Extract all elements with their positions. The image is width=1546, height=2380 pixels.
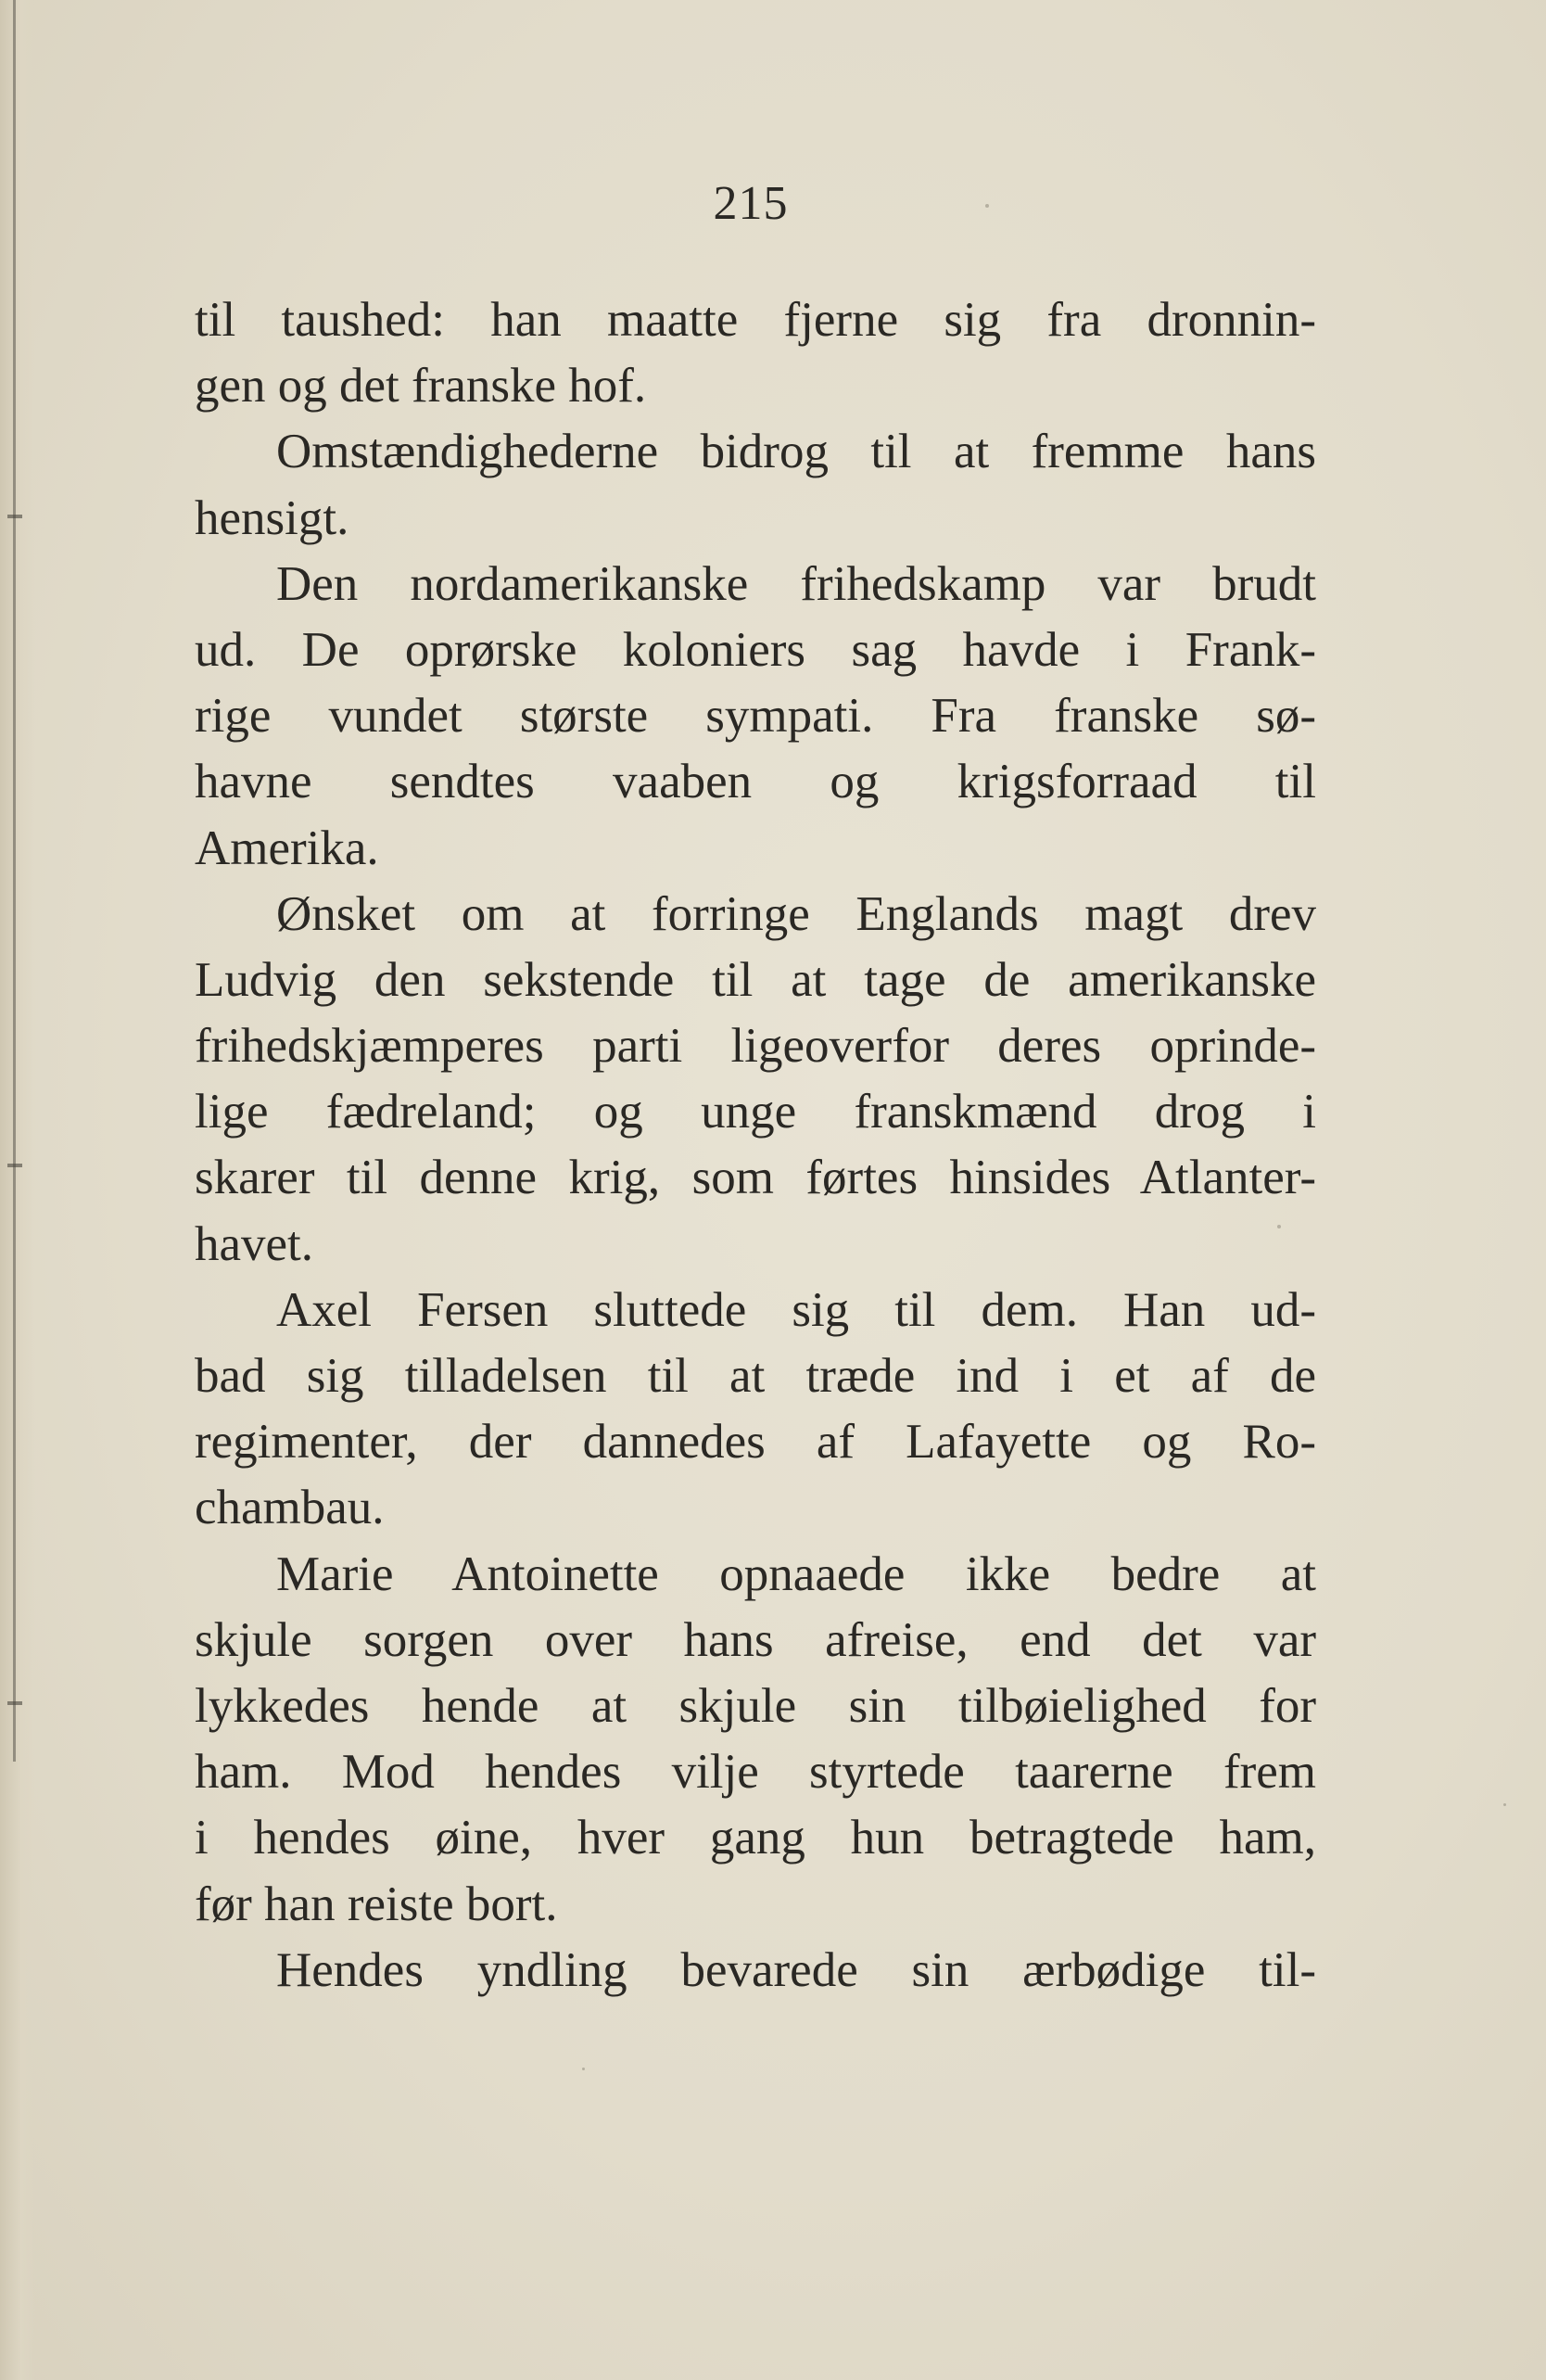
text-line: hensigt. xyxy=(195,490,349,545)
text-line: ud. De oprørske koloniers sag havde i Frank- xyxy=(195,622,1316,677)
body-text xyxy=(195,287,1316,2004)
binding-mark xyxy=(7,1701,22,1705)
text-line: lykkedes hende at skjule sin tilbøielighed for xyxy=(195,1678,1316,1733)
text-line: til taushed: han maatte fjerne sig fra dronnin- xyxy=(195,293,1316,347)
text-line: lige fædreland; og unge franskmænd drog i xyxy=(195,1085,1316,1139)
binding-line xyxy=(13,0,16,1762)
text-line: skjule sorgen over hans afreise, end det var xyxy=(195,1612,1316,1667)
text-line: ham. Mod hendes vilje styrtede taarerne frem xyxy=(195,1745,1316,1800)
text-line: Den nordamerikanske frihedskamp var brudt xyxy=(276,556,1316,611)
text-line: havne sendtes vaaben og krigsforraad til xyxy=(195,755,1316,809)
text-line: regimenter, der dannedes af Lafayette og Ro- xyxy=(195,1415,1316,1470)
text-line: gen og det franske hof. xyxy=(195,359,647,414)
binding-mark xyxy=(7,1164,22,1167)
text-line: Axel Fersen sluttede sig til dem. Han ud- xyxy=(276,1282,1316,1337)
text-line: havet. xyxy=(195,1216,314,1271)
paper-speck xyxy=(1503,1803,1506,1806)
page-number: 215 xyxy=(713,177,789,230)
binding-edge xyxy=(0,0,35,2380)
text-line: før han reiste bort. xyxy=(195,1877,558,1931)
text-line: Marie Antoinette opnaaede ikke bedre at xyxy=(276,1546,1316,1601)
text-line: bad sig tilladelsen til at træde ind i et af de xyxy=(195,1349,1316,1403)
text-line: Omstændighederne bidrog til at fremme hans xyxy=(276,425,1316,479)
text-line: Hendes yndling bevarede sin ærbødige til- xyxy=(276,1942,1316,1997)
text-line: chambau. xyxy=(195,1481,385,1535)
paper-speck xyxy=(582,2068,585,2070)
text-line: skarer til denne krig, som førtes hinsides Atlanter- xyxy=(195,1151,1316,1205)
text-line: Amerika. xyxy=(195,821,379,875)
text-line: Ludvig den sekstende til at tage de amerikanske xyxy=(195,952,1316,1007)
text-line: i hendes øine, hver gang hun betragtede ham, xyxy=(195,1811,1316,1865)
text-line: rige vundet største sympati. Fra franske sø- xyxy=(195,689,1316,744)
binding-mark xyxy=(7,515,22,518)
text-line: frihedskjæmperes parti ligeoverfor deres oprinde- xyxy=(195,1019,1316,1074)
text-line: Ønsket om at forringe Englands magt drev xyxy=(276,886,1316,941)
